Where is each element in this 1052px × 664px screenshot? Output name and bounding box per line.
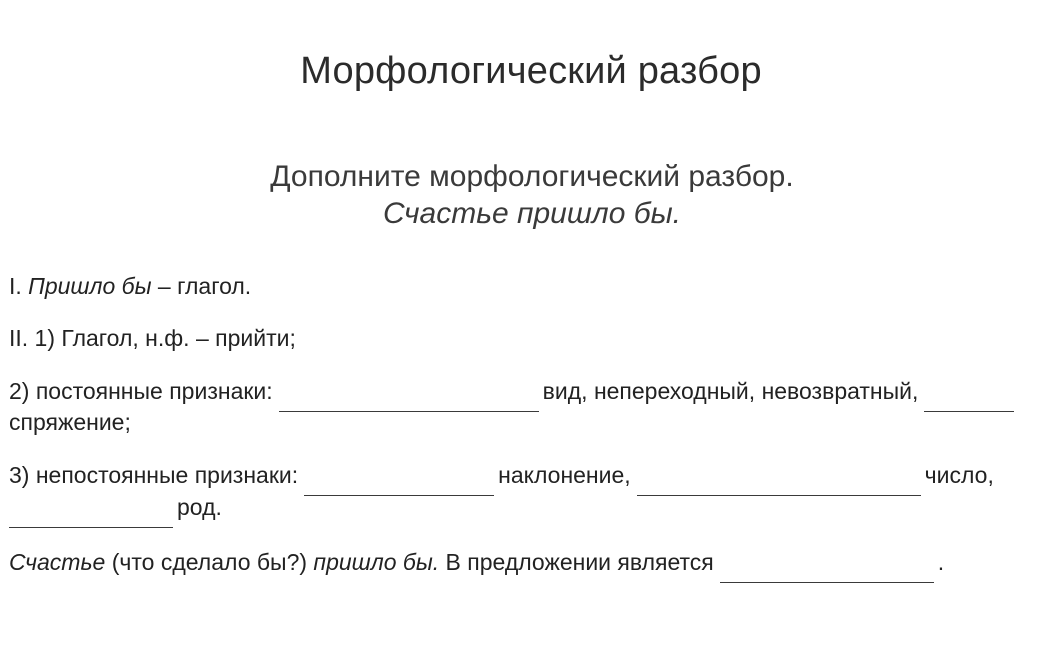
part-of-speech-text: – глагол. (151, 273, 252, 299)
mood-blank-input[interactable] (304, 469, 494, 496)
constant-features-line-end (9, 407, 131, 438)
constant-features-label: 2) постоянные признаки: (9, 378, 273, 404)
gender-word: род. (177, 494, 222, 520)
line-prefix: I. (9, 273, 29, 299)
variable-features-line-end (9, 492, 222, 523)
conjugation-blank-input[interactable] (924, 385, 1014, 412)
analyzed-word: Пришло бы (28, 273, 152, 299)
question-text: (что сделало бы?) (105, 549, 314, 575)
syntactic-role-blank-input[interactable] (720, 556, 934, 583)
mood-word: наклонение, (498, 462, 631, 488)
gender-blank-input[interactable] (9, 501, 173, 528)
constant-features-line (9, 376, 1014, 407)
variable-features-line (9, 460, 994, 491)
part-of-speech-line (9, 271, 251, 302)
task-block (0, 158, 1052, 232)
conjugation-word: спряжение; (9, 409, 131, 435)
page-title: Морфологический разбор (300, 50, 762, 92)
number-word: число, (924, 462, 994, 488)
task-instruction: Дополните морфологический разбор. (270, 160, 794, 193)
task-sentence: Счастье пришло бы. (382, 197, 681, 230)
syntactic-role-line (9, 547, 944, 578)
syntactic-role-text: В предложении является (439, 549, 714, 575)
final-period: . (937, 549, 945, 575)
subject-word: Счастье (9, 549, 106, 575)
predicate-word: пришло бы. (313, 549, 440, 575)
initial-form-text: II. 1) Глагол, н.ф. – прийти; (9, 325, 296, 351)
number-blank-input[interactable] (637, 469, 921, 496)
aspect-blank-input[interactable] (279, 385, 539, 412)
initial-form-line (9, 323, 296, 354)
variable-features-label: 3) непостоянные признаки: (9, 462, 299, 488)
constant-features-middle: вид, непереходный, невозвратный, (542, 378, 919, 404)
